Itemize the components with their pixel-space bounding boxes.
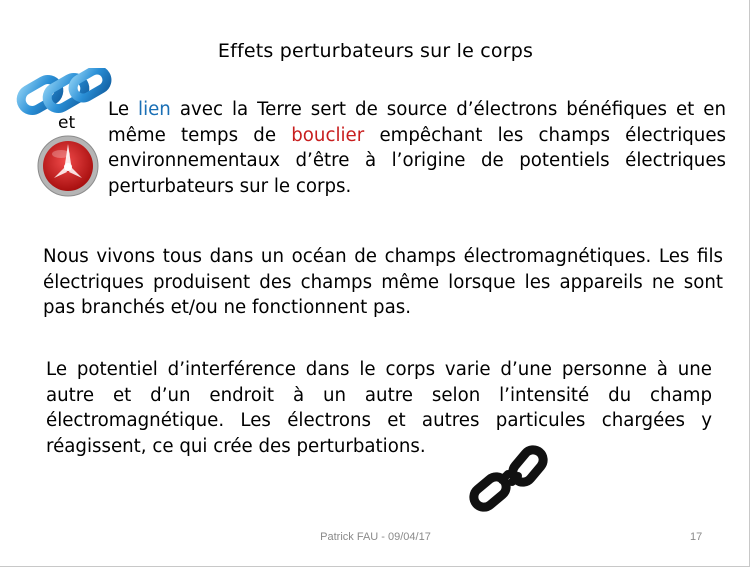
paragraph-interference-potential: Le potentiel d’interférence dans le corps varie d’une personne à une autre et d’un endroit à un autre selon l’intensité du champ électromagnétique. Les électrons et autres particules chargées y réagissent, ce qui crée des perturbations.: [46, 359, 712, 457]
bouclier-word: bouclier: [291, 124, 365, 146]
footer-page-number: 17: [690, 531, 703, 543]
p1-text-mid: avec la Terre sert de source d’électrons bénéfiques et en même temps de: [108, 99, 726, 146]
paragraph-electromagnetic-ocean: Nous vivons tous dans un océan de champs électromagnétiques. Les fils électriques produisent des champs même lorsque les appareils ne sont pas branchés et/ou ne fonctionnent pas.: [43, 246, 723, 318]
footer-author-date: Patrick FAU - 09/04/17: [320, 531, 431, 543]
lien-word: lien: [138, 99, 171, 120]
paragraph-ground-link: [108, 97, 726, 199]
slide-title: Effets perturbateurs sur le corps: [217, 40, 534, 62]
black-broken-chain-icon: [468, 444, 552, 516]
p1-text-end: empêchant les champs électriques environnementaux d’être à l’origine de potentiels électriques perturbateurs sur le corps.: [108, 124, 727, 197]
red-shield-icon: [36, 134, 100, 198]
et-label: et: [58, 113, 76, 133]
p1-text-start: Le: [108, 99, 139, 120]
